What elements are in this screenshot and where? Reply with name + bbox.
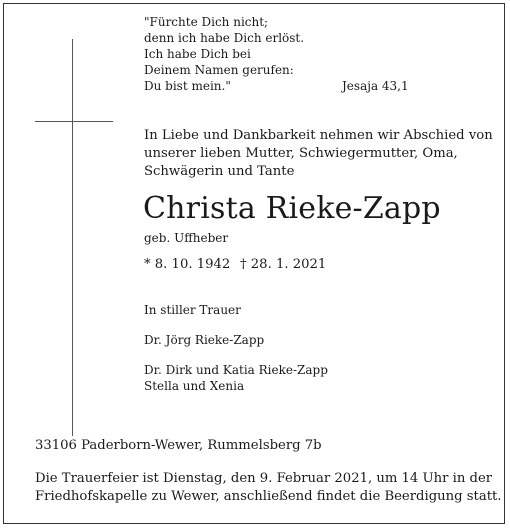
mourner-first: Dr. Jörg Rieke-Zapp (144, 333, 265, 347)
cross-horizontal-bar (35, 121, 113, 122)
quote-line: denn ich habe Dich erlöst. (144, 31, 305, 45)
quote-line: "Fürchte Dich nicht; (144, 15, 269, 29)
funeral-info (35, 470, 502, 506)
mourning-heading: In stiller Trauer (144, 303, 241, 317)
bible-quote (144, 14, 304, 94)
intro-line: Schwägerin und Tante (144, 164, 295, 179)
mourner-line: Dr. Dirk und Katia Rieke-Zapp (144, 363, 328, 377)
intro-line: In Liebe und Dankbarkeit nehmen wir Abschied von (144, 128, 493, 143)
birth-date: * 8. 10. 1942 (144, 257, 231, 272)
maiden-name: geb. Uffheber (144, 231, 229, 245)
mourner-second (144, 362, 328, 394)
quote-reference: Jesaja 43,1 (342, 79, 409, 93)
deceased-name: Christa Rieke-Zapp (143, 191, 441, 226)
funeral-line: Die Trauerfeier ist Dienstag, den 9. Februar 2021, um 14 Uhr in der (35, 471, 493, 486)
intro-line: unserer lieben Mutter, Schwiegermutter, Oma, (144, 146, 458, 161)
death-date: † 28. 1. 2021 (240, 257, 327, 272)
quote-line: Deinem Namen gerufen: (144, 63, 294, 77)
address: 33106 Paderborn-Wewer, Rummelsberg 7b (35, 438, 322, 453)
mourner-line: Stella und Xenia (144, 379, 245, 393)
cross-vertical-bar (72, 39, 73, 436)
quote-line: Ich habe Dich bei (144, 47, 251, 61)
funeral-line: Friedhofskapelle zu Wewer, anschließend findet die Beerdigung statt. (35, 489, 502, 504)
intro-text (144, 127, 493, 181)
quote-line: Du bist mein." (144, 79, 231, 93)
